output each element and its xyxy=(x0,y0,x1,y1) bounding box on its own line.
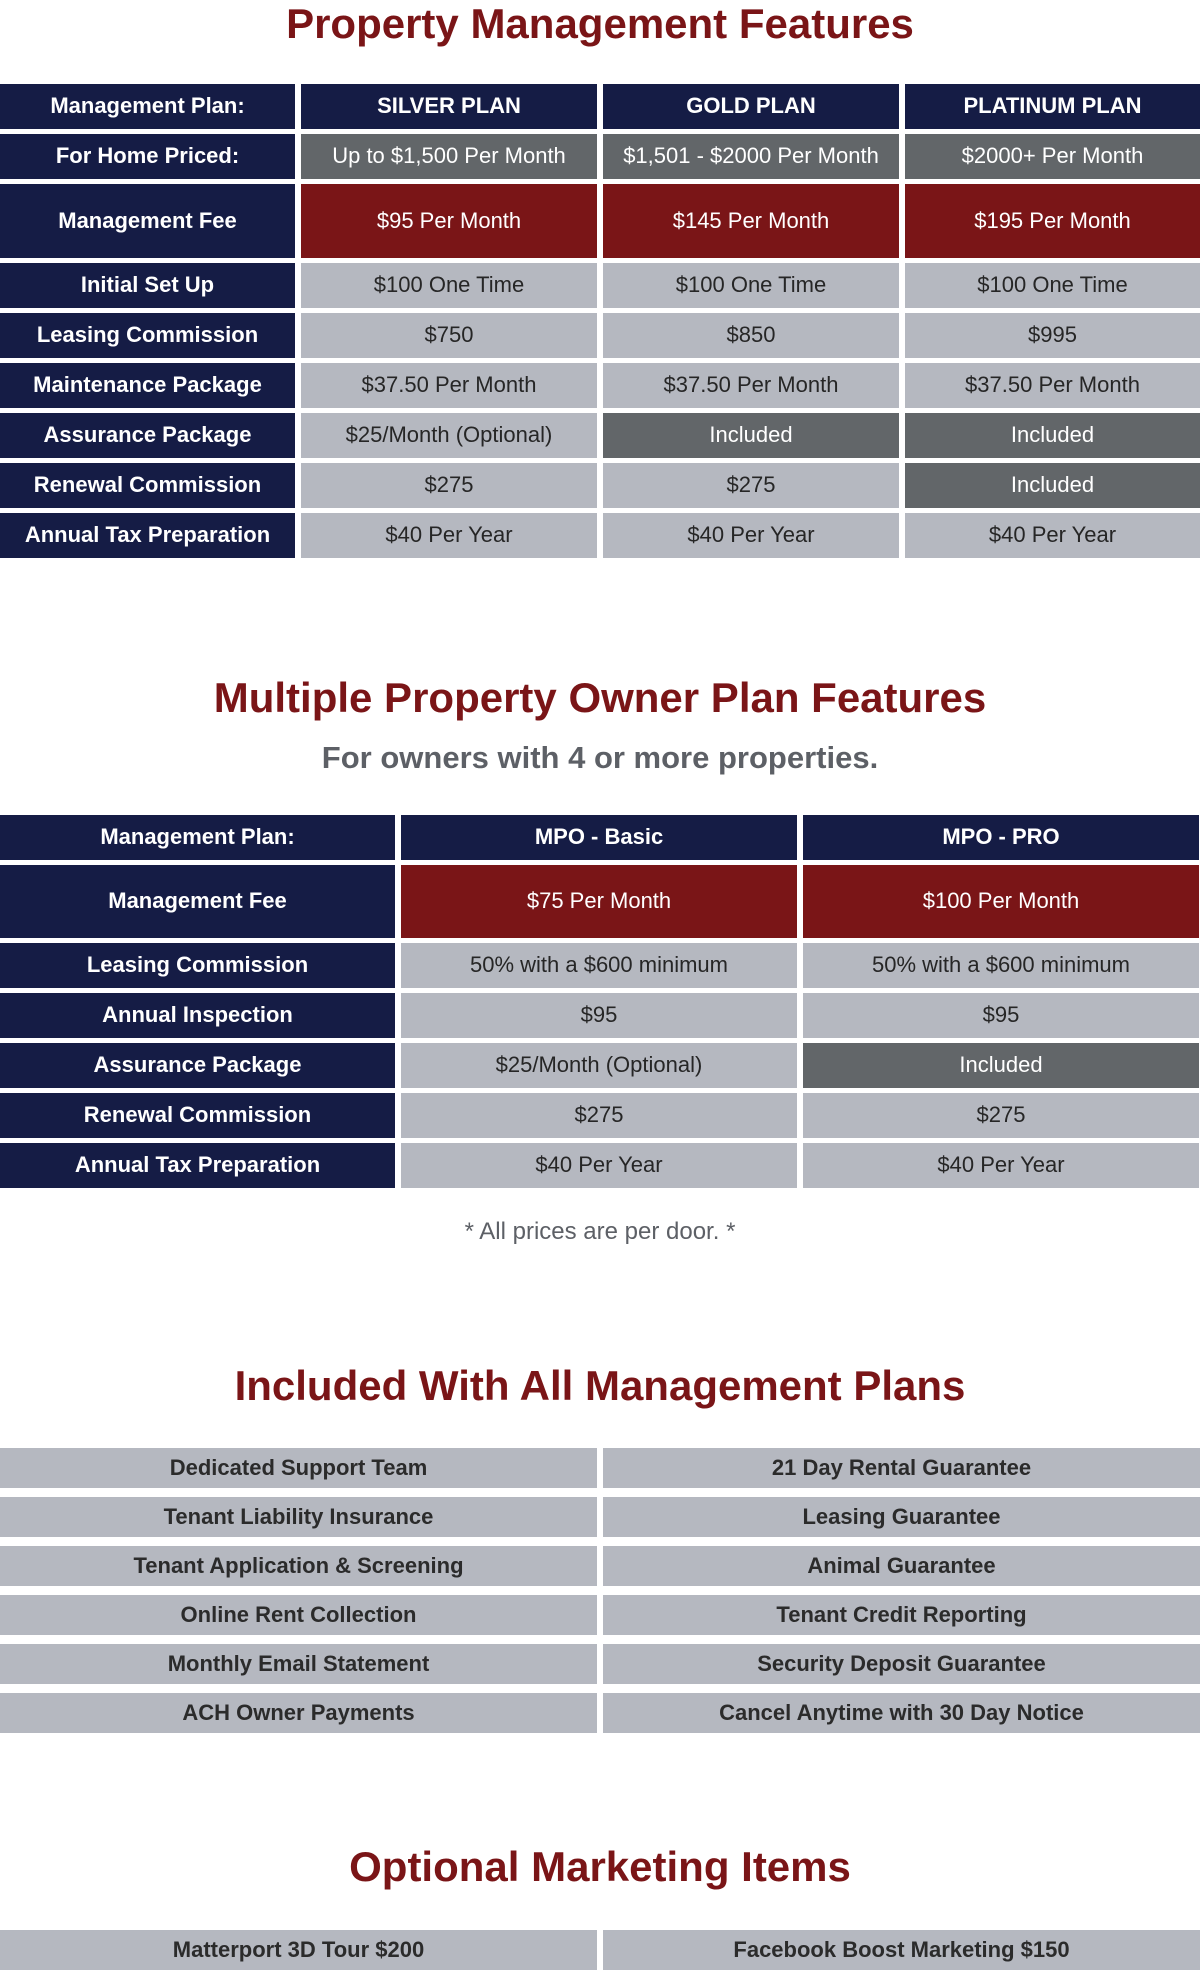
included-list xyxy=(0,1448,1200,1733)
pm-cell-fee: $195 Per Month xyxy=(905,184,1200,258)
pm-cell: Up to $1,500 Per Month xyxy=(301,134,597,179)
pm-cell: $2000+ Per Month xyxy=(905,134,1200,179)
included-item: 21 Day Rental Guarantee xyxy=(603,1448,1200,1488)
mpo-cell-included: Included xyxy=(803,1043,1199,1088)
pm-cell: $850 xyxy=(603,313,899,358)
marketing-item: Matterport 3D Tour $200 xyxy=(0,1930,597,1970)
included-item: Online Rent Collection xyxy=(0,1595,597,1635)
mpo-row-label: Renewal Commission xyxy=(0,1093,395,1138)
pm-cell: $37.50 Per Month xyxy=(603,363,899,408)
pm-row-label: Annual Tax Preparation xyxy=(0,513,295,558)
included-item: Leasing Guarantee xyxy=(603,1497,1200,1537)
pm-cell: $40 Per Year xyxy=(301,513,597,558)
pm-cell: $750 xyxy=(301,313,597,358)
pm-cell-included: Included xyxy=(905,463,1200,508)
pm-cell: $100 One Time xyxy=(301,263,597,308)
pm-cell: $40 Per Year xyxy=(603,513,899,558)
mpo-cell: 50% with a $600 minimum xyxy=(803,943,1199,988)
pm-cell: $275 xyxy=(301,463,597,508)
included-title: Included With All Management Plans xyxy=(234,1362,966,1409)
pm-row-label: Maintenance Package xyxy=(0,363,295,408)
included-item: Security Deposit Guarantee xyxy=(603,1644,1200,1684)
included-item: Tenant Credit Reporting xyxy=(603,1595,1200,1635)
mpo-subtitle: For owners with 4 or more properties. xyxy=(321,740,879,775)
mpo-row-label: Annual Tax Preparation xyxy=(0,1143,395,1188)
mpo-header-label: Management Plan: xyxy=(0,815,395,860)
mpo-cell-fee: $75 Per Month xyxy=(401,865,797,938)
pm-row-label: Management Fee xyxy=(0,184,295,258)
pm-header-platinum: PLATINUM PLAN xyxy=(905,84,1200,129)
pm-cell: $25/Month (Optional) xyxy=(301,413,597,458)
pm-header-label: Management Plan: xyxy=(0,84,295,129)
mpo-header-pro: MPO - PRO xyxy=(803,815,1199,860)
pm-row-label: For Home Priced: xyxy=(0,134,295,179)
mpo-cell: $25/Month (Optional) xyxy=(401,1043,797,1088)
mpo-cell: 50% with a $600 minimum xyxy=(401,943,797,988)
marketing-item: Facebook Boost Marketing $150 xyxy=(603,1930,1200,1970)
pm-cell: $37.50 Per Month xyxy=(301,363,597,408)
mpo-cell: $275 xyxy=(803,1093,1199,1138)
pm-cell: $1,501 - $2000 Per Month xyxy=(603,134,899,179)
pm-cell: $100 One Time xyxy=(905,263,1200,308)
included-item: Tenant Application & Screening xyxy=(0,1546,597,1586)
pm-table xyxy=(0,84,1200,558)
pm-cell: $275 xyxy=(603,463,899,508)
mpo-cell-fee: $100 Per Month xyxy=(803,865,1199,938)
included-item: ACH Owner Payments xyxy=(0,1693,597,1733)
mpo-row-label: Annual Inspection xyxy=(0,993,395,1038)
marketing-list xyxy=(0,1930,1200,1970)
marketing-title: Optional Marketing Items xyxy=(349,1843,851,1890)
mpo-row-label: Management Fee xyxy=(0,865,395,938)
included-item: Animal Guarantee xyxy=(603,1546,1200,1586)
mpo-cell: $275 xyxy=(401,1093,797,1138)
mpo-table xyxy=(0,815,1200,1188)
pm-cell-fee: $95 Per Month xyxy=(301,184,597,258)
pm-cell: $100 One Time xyxy=(603,263,899,308)
pm-cell-fee: $145 Per Month xyxy=(603,184,899,258)
pm-header-gold: GOLD PLAN xyxy=(603,84,899,129)
mpo-title: Multiple Property Owner Plan Features xyxy=(213,674,987,721)
mpo-row-label: Assurance Package xyxy=(0,1043,395,1088)
pm-row-label: Leasing Commission xyxy=(0,313,295,358)
pm-cell: $995 xyxy=(905,313,1200,358)
mpo-cell: $95 xyxy=(803,993,1199,1038)
mpo-cell: $40 Per Year xyxy=(803,1143,1199,1188)
included-item: Dedicated Support Team xyxy=(0,1448,597,1488)
pm-row-label: Initial Set Up xyxy=(0,263,295,308)
mpo-cell: $40 Per Year xyxy=(401,1143,797,1188)
included-item: Tenant Liability Insurance xyxy=(0,1497,597,1537)
pm-cell-included: Included xyxy=(905,413,1200,458)
pm-cell: $37.50 Per Month xyxy=(905,363,1200,408)
pm-row-label: Renewal Commission xyxy=(0,463,295,508)
pm-cell: $40 Per Year xyxy=(905,513,1200,558)
price-note: * All prices are per door. * xyxy=(464,1218,736,1245)
pm-title: Property Management Features xyxy=(286,0,914,47)
mpo-header-basic: MPO - Basic xyxy=(401,815,797,860)
pm-cell-included: Included xyxy=(603,413,899,458)
pm-header-silver: SILVER PLAN xyxy=(301,84,597,129)
included-item: Cancel Anytime with 30 Day Notice xyxy=(603,1693,1200,1733)
mpo-row-label: Leasing Commission xyxy=(0,943,395,988)
mpo-cell: $95 xyxy=(401,993,797,1038)
pm-row-label: Assurance Package xyxy=(0,413,295,458)
included-item: Monthly Email Statement xyxy=(0,1644,597,1684)
